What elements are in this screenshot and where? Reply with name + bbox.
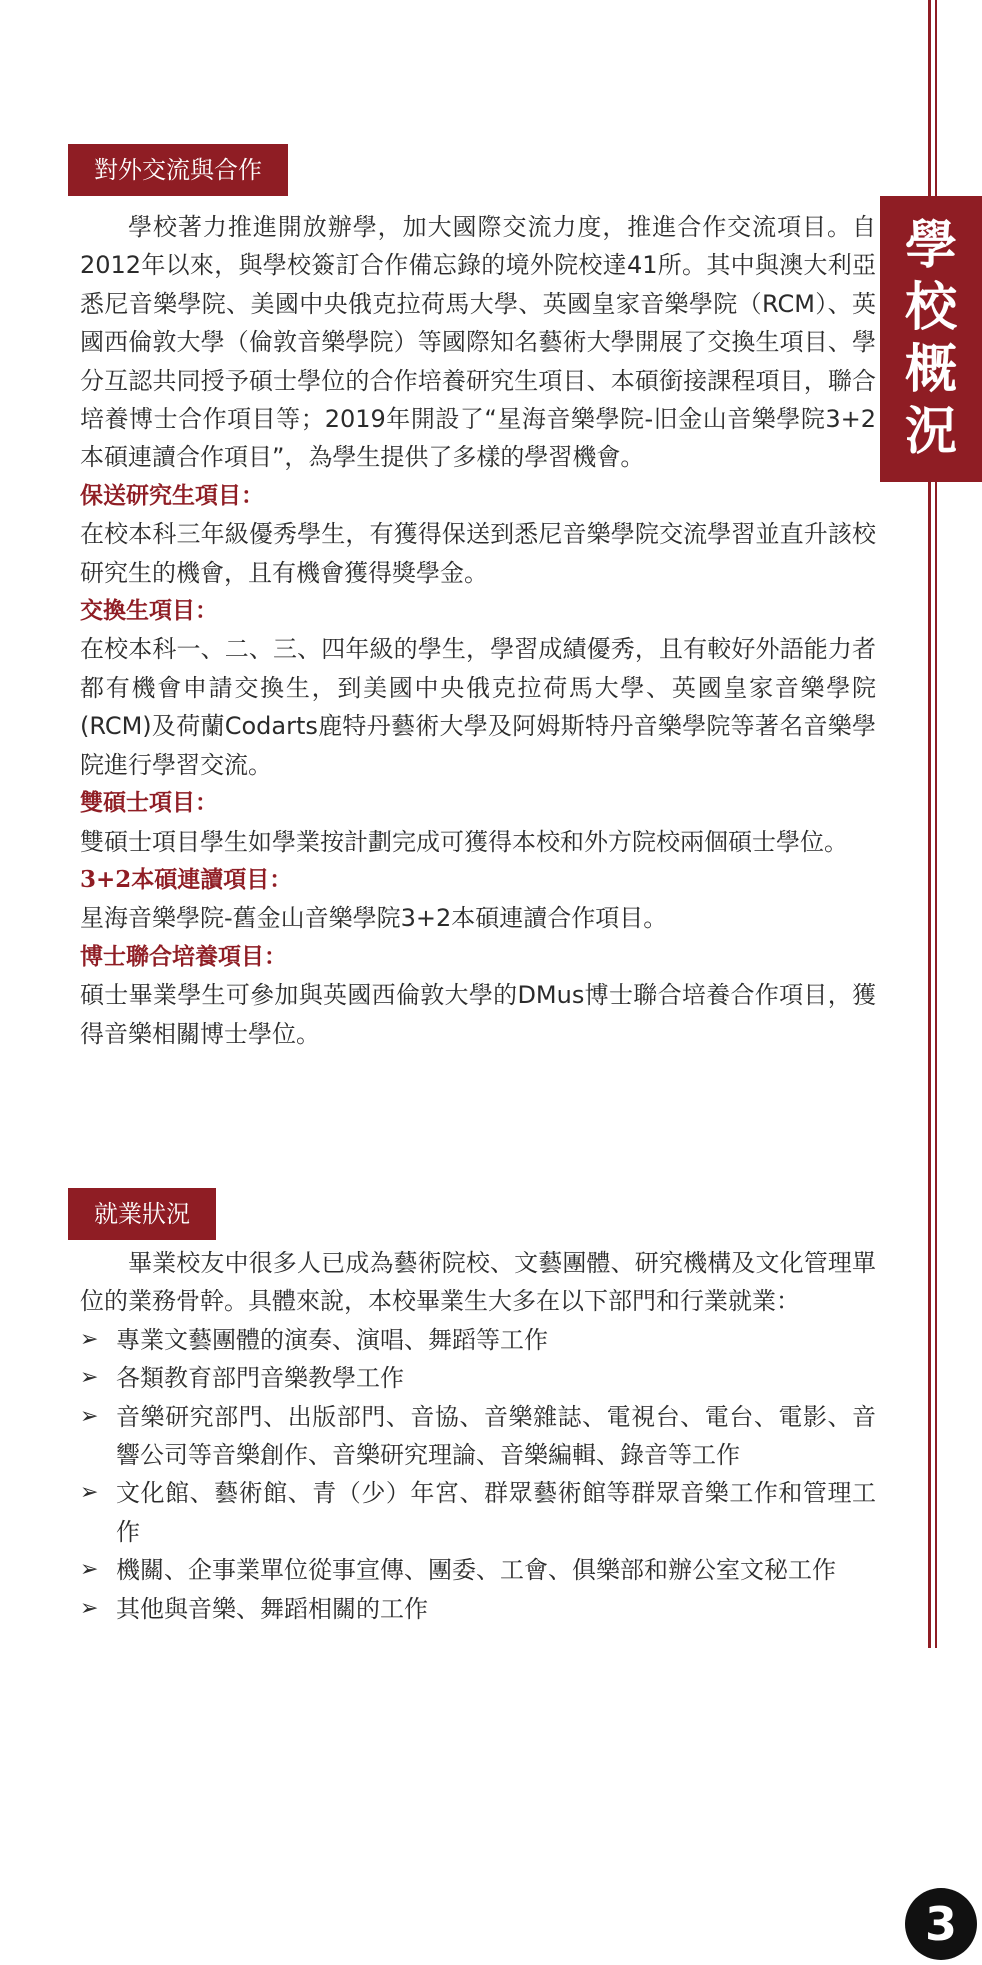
section-exchange-body <box>80 208 876 1053</box>
arrow-bullet-icon: ➢ <box>80 1365 99 1391</box>
arrow-bullet-icon: ➢ <box>80 1403 99 1429</box>
item-text: 在校本科一、二、三、四年級的學生，學習成績優秀，且有較好外語能力者都有機會申請交換生，到美國中央俄克拉荷馬大學、英國皇家音樂學院(RCM)及荷蘭Codarts鹿特丹藝術大學及阿姆斯特丹音樂學院等著名音樂學院進行學習交流。 <box>80 635 876 779</box>
page-number-badge: 3 <box>905 1888 977 1960</box>
arrow-bullet-icon: ➢ <box>80 1595 99 1621</box>
item-text: 在校本科三年級優秀學生，有獲得保送到悉尼音樂學院交流學習並直升該校研究生的機會，且有機會獲得獎學金。 <box>80 520 876 587</box>
section-employment-body <box>80 1244 876 1628</box>
list-item: ➢ 其他與音樂、舞蹈相關的工作 <box>80 1590 876 1628</box>
sub-heading-recommended-postgrad: 保送研究生項目： <box>80 481 264 509</box>
side-tab-char: 況 <box>904 401 957 462</box>
list-item: ➢ 各類教育部門音樂教學工作 <box>80 1359 876 1397</box>
list-item: ➢ 專業文藝團體的演奏、演唱、舞蹈等工作 <box>80 1321 876 1359</box>
section-title-exchange: 對外交流與合作 <box>68 144 288 196</box>
side-tab-char: 校 <box>904 277 957 338</box>
list-item: ➢ 文化館、藝術館、青（少）年宮、群眾藝術館等群眾音樂工作和管理工作 <box>80 1474 876 1551</box>
intro-paragraph: 學校著力推進開放辦學，加大國際交流力度，推進合作交流項目。自2012年以來，與學校簽訂合作備忘錄的境外院校達41所。其中與澳大利亞悉尼音樂學院、美國中央俄克拉荷馬大學、英國皇家音樂學院（RCM）、英國西倫敦大學（倫敦音樂學院）等國際知名藝術大學開展了交換生項目、學分互認共同授予碩士學位的合作培養研究生項目、本碩銜接課程項目，聯合培養博士合作項目等；2019年開設了“星海音樂學院-旧金山音樂學院3+2本碩連讀合作項目”，為學生提供了多樣的學習機會。 <box>80 213 876 472</box>
sub-heading-double-masters: 雙碩士項目： <box>80 789 218 817</box>
list-item: ➢ 機關、企事業單位從事宣傳、團委、工會、俱樂部和辦公室文秘工作 <box>80 1551 876 1589</box>
sub-heading-joint-phd: 博士聯合培養項目： <box>80 942 287 970</box>
intro-paragraph: 畢業校友中很多人已成為藝術院校、文藝團體、研究機構及文化管理單位的業務骨幹。具體來說，本校畢業生大多在以下部門和行業就業： <box>80 1249 876 1316</box>
item-text: 星海音樂學院-舊金山音樂學院3+2本碩連讀合作項目。 <box>80 904 668 933</box>
sub-heading-exchange-student: 交換生項目： <box>80 597 218 625</box>
chapter-side-tab <box>880 196 982 482</box>
item-text: 雙碩士項目學生如學業按計劃完成可獲得本校和外方院校兩個碩士學位。 <box>80 827 848 856</box>
arrow-bullet-icon: ➢ <box>80 1557 99 1583</box>
list-item: ➢ 音樂研究部門、出版部門、音協、音樂雜誌、電視台、電台、電影、音響公司等音樂創作、音樂研究理論、音樂編輯、錄音等工作 <box>80 1398 876 1475</box>
item-text: 碩士畢業學生可參加與英國西倫敦大學的DMus博士聯合培養合作項目，獲得音樂相關博士學位。 <box>80 981 876 1048</box>
employment-list <box>80 1321 876 1628</box>
arrow-bullet-icon: ➢ <box>80 1480 99 1506</box>
section-title-employment: 就業狀況 <box>68 1188 216 1240</box>
side-tab-char: 概 <box>904 339 957 400</box>
side-tab-char: 學 <box>904 215 957 276</box>
sub-heading-3plus2: 3+2本碩連讀項目： <box>80 865 293 893</box>
arrow-bullet-icon: ➢ <box>80 1326 99 1352</box>
